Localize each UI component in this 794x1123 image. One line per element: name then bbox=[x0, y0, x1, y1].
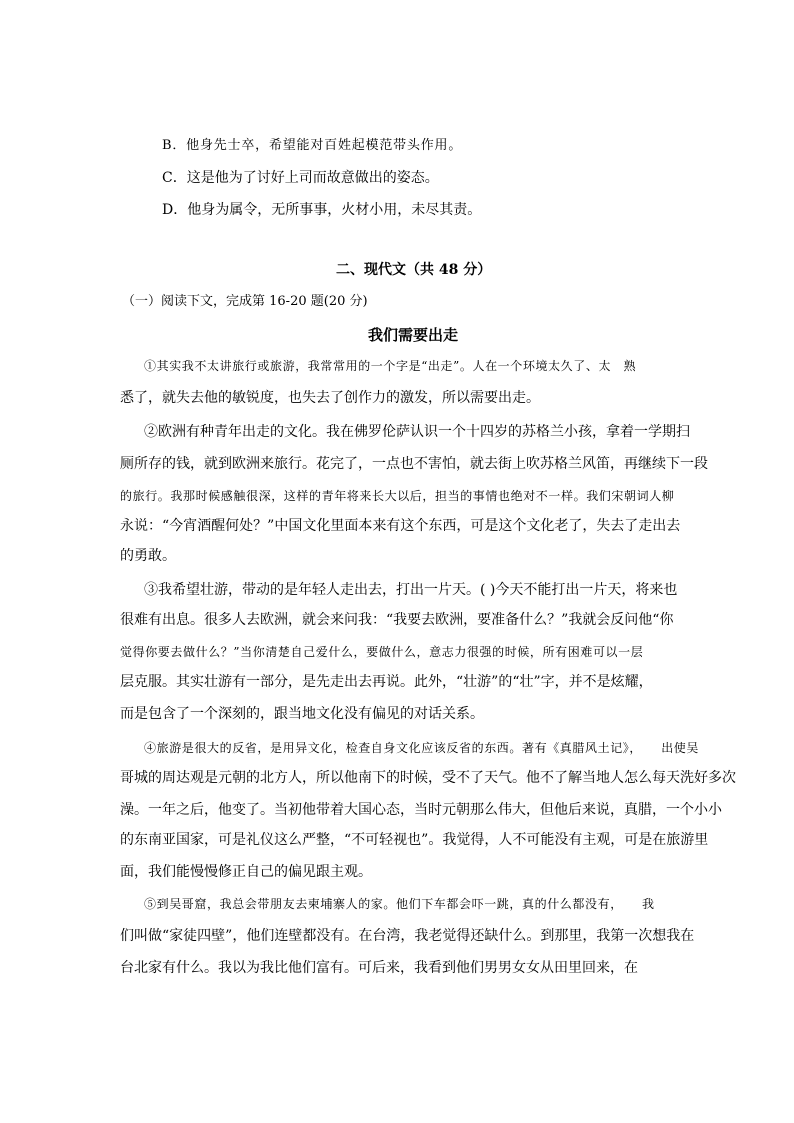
article-line: 而是包含了一个深刻的，跟当地文化没有偏见的对话关系。 bbox=[120, 706, 484, 722]
article-line: ③我希望壮游，带动的是年轻人走出去，打出一片天。( )今天不能打出一片天，将来也 bbox=[144, 582, 678, 598]
option-c: C．这是他为了讨好上司而故意做出的姿态。 bbox=[162, 170, 439, 186]
article-line: 哥城的周达观是元朝的北方人，所以他南下的时候，受不了天气。他不了解当地人怎么每天洗好多次 bbox=[120, 770, 736, 786]
section-subheading: （一）阅读下文，完成第 16-20 题(20 分) bbox=[122, 294, 368, 309]
article-line: 澡。一年之后，他变了。当初他带着大国心态，当时元朝那么伟大，但他后来说，真腊，一个小小 bbox=[120, 802, 722, 818]
article-line: 的旅行。我那时候感触很深，这样的青年将来长大以后，担当的事情也绝对不一样。我们宋朝词人柳 bbox=[120, 489, 675, 503]
article-line: 厕所存的钱，就到欧洲来旅行。花完了，一点也不害怕，就去街上吹苏格兰风笛，再继续下一段 bbox=[120, 456, 708, 472]
article-line: ①其实我不太讲旅行或旅游，我常常用的一个字是“出走”。人在一个环境太久了、太 熟 bbox=[144, 359, 637, 373]
article-line: 觉得你要去做什么？”当你清楚自己爱什么，要做什么，意志力很强的时候，所有困难可以一层 bbox=[120, 645, 644, 659]
article-line: ④旅游是很大的反省，是用异文化，检查自身文化应该反省的东西。著有《真腊风土记》， 出使吴 bbox=[144, 741, 700, 755]
article-title: 我们需要出走 bbox=[368, 326, 459, 344]
article-line: ⑤到吴哥窟，我总会带朋友去柬埔寨人的家。他们下车都会吓一跳，真的什么都没有， 我 bbox=[144, 897, 655, 911]
section-heading: 二、现代文（共 48 分） bbox=[336, 262, 492, 278]
article-line: 面，我们能慢慢修正自己的偏见跟主观。 bbox=[120, 864, 372, 880]
article-line: 永说：“今宵酒醒何处？”中国文化里面本来有这个东西，可是这个文化老了，失去了走出去 bbox=[120, 518, 681, 534]
article-line: 悉了，就失去他的敏锐度，也失去了创作力的激发，所以需要出走。 bbox=[120, 390, 540, 406]
article-line: 台北家有什么。我以为我比他们富有。可后来，我看到他们男男女女从田里回来，在 bbox=[120, 960, 638, 976]
article-line: 很难有出息。很多人去欧洲，就会来问我：“我要去欧洲，要准备什么？”我就会反问他“你 bbox=[120, 612, 674, 628]
article-line: ②欧洲有种青年出走的文化。我在佛罗伦萨认识一个十四岁的苏格兰小孩，拿着一学期扫 bbox=[144, 424, 690, 440]
article-line: 们叫做“家徒四壁”，他们连壁都没有。在台湾，我老觉得还缺什么。到那里，我第一次想我在 bbox=[120, 928, 695, 944]
option-d: D．他身为属令，无所事事，火材小用，未尽其责。 bbox=[162, 202, 482, 218]
article-line: 的勇敢。 bbox=[120, 548, 176, 564]
option-b: B．他身先士卒，希望能对百姓起模范带头作用。 bbox=[162, 138, 463, 153]
article-line: 的东南亚国家，可是礼仪这么严整，“不可轻视也”。我觉得，人不可能没有主观，可是在旅游里 bbox=[120, 832, 709, 848]
article-line: 层克服。其实壮游有一部分，是先走出去再说。此外，“壮游”的“壮”字，并不是炫耀， bbox=[120, 674, 653, 690]
